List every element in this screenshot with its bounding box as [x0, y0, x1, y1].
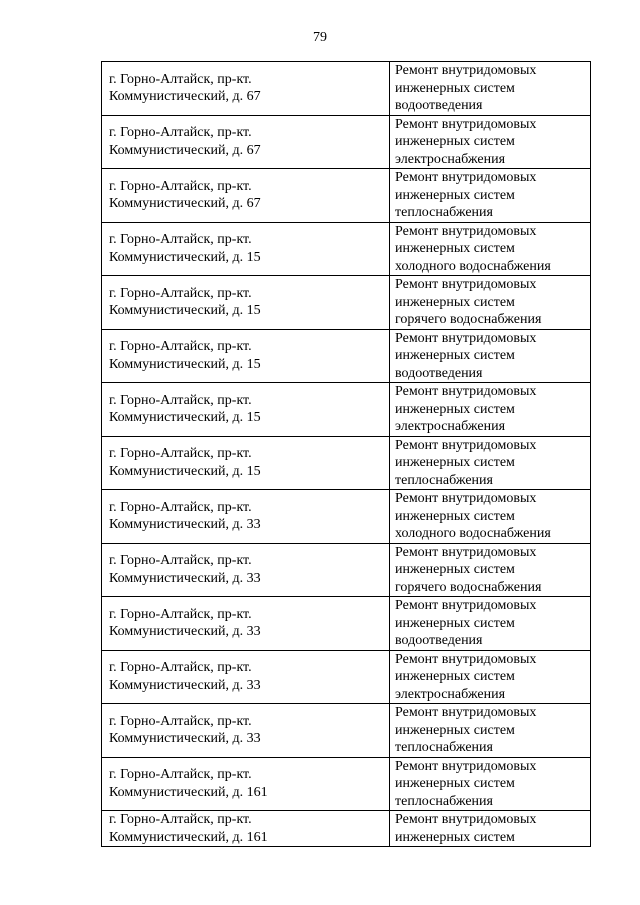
table-row: [102, 543, 591, 597]
table-row: [102, 757, 591, 811]
address-cell: [102, 329, 390, 383]
work-type-line: Ремонт внутридомовых: [395, 170, 537, 185]
address-cell: [102, 757, 390, 811]
address-line: Коммунистический, д. 33: [109, 517, 261, 533]
work-type-line: Ремонт внутридомовых: [395, 63, 537, 78]
address-line: Коммунистический, д. 33: [109, 677, 261, 693]
work-type-line: инженерных систем: [395, 294, 515, 310]
address-cell: [102, 222, 390, 276]
work-type-line: Ремонт внутридомовых: [395, 330, 537, 346]
address-line: г. Горно-Алтайск, пр-кт.: [109, 232, 252, 248]
address-line: г. Горно-Алтайск, пр-кт.: [109, 446, 252, 462]
work-type-line: инженерных систем: [395, 187, 515, 203]
work-type-line: инженерных систем: [395, 455, 515, 470]
address-line: Коммунистический, д. 161: [109, 829, 268, 845]
address-line: Коммунистический, д. 161: [109, 784, 268, 800]
table-row: [102, 383, 591, 437]
address-cell: [102, 543, 390, 597]
work-type-cell: [390, 811, 591, 847]
address-line: г. Горно-Алтайск, пр-кт.: [109, 713, 252, 729]
address-line: г. Горно-Алтайск, пр-кт.: [109, 660, 252, 676]
work-type-line: Ремонт внутридомовых: [395, 277, 537, 292]
address-line: г. Горно-Алтайск, пр-кт.: [109, 606, 252, 622]
work-type-line: инженерных систем: [395, 669, 515, 684]
work-type-line: инженерных систем: [395, 508, 515, 524]
work-type-line: Ремонт внутридомовых: [395, 384, 537, 399]
work-type-line: инженерных систем: [395, 241, 515, 256]
work-type-cell: [390, 757, 591, 811]
work-type-cell: [390, 115, 591, 169]
work-type-cell: [390, 597, 591, 651]
address-cell: [102, 811, 390, 847]
work-type-line: инженерных систем: [395, 829, 515, 845]
table-row: [102, 811, 591, 847]
table-row: [102, 490, 591, 544]
address-line: Коммунистический, д. 33: [109, 570, 261, 586]
table-row: [102, 169, 591, 223]
address-cell: [102, 650, 390, 704]
work-type-line: водоотведения: [395, 365, 483, 381]
table-row: [102, 329, 591, 383]
work-type-line: Ремонт внутридомовых: [395, 116, 537, 132]
work-type-cell: [390, 62, 591, 116]
table-row: [102, 222, 591, 276]
address-cell: [102, 436, 390, 490]
work-type-line: инженерных систем: [395, 134, 515, 149]
work-type-cell: [390, 383, 591, 437]
table-row: [102, 62, 591, 116]
address-line: г. Горно-Алтайск, пр-кт.: [109, 553, 252, 569]
work-type-line: электроснабжения: [395, 686, 506, 702]
address-cell: [102, 490, 390, 544]
address-cell: [102, 383, 390, 437]
work-type-line: электроснабжения: [395, 419, 506, 434]
work-type-cell: [390, 329, 591, 383]
address-line: Коммунистический, д. 15: [109, 356, 261, 372]
work-type-line: горячего водоснабжения: [395, 312, 542, 327]
table-row: [102, 650, 591, 704]
work-type-cell: [390, 650, 591, 704]
work-type-line: холодного водоснабжения: [395, 258, 551, 274]
address-cell: [102, 704, 390, 758]
work-type-line: инженерных систем: [395, 776, 515, 791]
work-type-line: инженерных систем: [395, 401, 515, 417]
address-line: Коммунистический, д. 15: [109, 463, 261, 479]
address-line: г. Горно-Алтайск, пр-кт.: [109, 285, 252, 301]
address-line: г. Горно-Алтайск, пр-кт.: [109, 767, 252, 783]
work-type-line: Ремонт внутридомовых: [395, 223, 537, 239]
work-type-line: Ремонт внутридомовых: [395, 705, 537, 720]
table-row: [102, 276, 591, 330]
work-type-cell: [390, 436, 591, 490]
work-type-line: теплоснабжения: [395, 205, 493, 220]
work-type-line: Ремонт внутридомовых: [395, 598, 537, 613]
address-cell: [102, 597, 390, 651]
table-row: [102, 115, 591, 169]
work-type-line: Ремонт внутридомовых: [395, 544, 537, 560]
address-line: г. Горно-Алтайск, пр-кт.: [109, 392, 252, 408]
address-line: г. Горно-Алтайск, пр-кт.: [109, 125, 252, 141]
table-row: [102, 704, 591, 758]
address-line: г. Горно-Алтайск, пр-кт.: [109, 71, 252, 87]
work-type-cell: [390, 169, 591, 223]
address-cell: [102, 276, 390, 330]
work-type-line: инженерных систем: [395, 562, 515, 577]
table-row: [102, 597, 591, 651]
work-type-line: теплоснабжения: [395, 472, 493, 488]
work-type-line: Ремонт внутридомовых: [395, 437, 537, 453]
address-cell: [102, 169, 390, 223]
work-type-cell: [390, 543, 591, 597]
address-line: Коммунистический, д. 33: [109, 731, 261, 747]
work-type-line: инженерных систем: [395, 722, 515, 738]
work-type-line: водоотведения: [395, 633, 483, 648]
work-type-line: водоотведения: [395, 98, 483, 113]
address-line: Коммунистический, д. 67: [109, 142, 261, 158]
work-type-cell: [390, 222, 591, 276]
address-line: г. Горно-Алтайск, пр-кт.: [109, 178, 252, 194]
work-type-cell: [390, 704, 591, 758]
table-row: [102, 436, 591, 490]
address-line: г. Горно-Алтайск, пр-кт.: [109, 339, 252, 355]
work-type-line: инженерных систем: [395, 615, 515, 631]
work-type-line: Ремонт внутридомовых: [395, 491, 537, 506]
address-line: Коммунистический, д. 15: [109, 303, 261, 319]
address-line: Коммунистический, д. 67: [109, 196, 261, 212]
address-line: Коммунистический, д. 15: [109, 410, 261, 426]
page-number: 79: [313, 30, 327, 45]
works-table: [101, 61, 591, 847]
work-type-cell: [390, 276, 591, 330]
work-type-line: инженерных систем: [395, 80, 515, 96]
address-line: г. Горно-Алтайск, пр-кт.: [109, 499, 252, 515]
address-line: Коммунистический, д. 67: [109, 89, 261, 105]
address-cell: [102, 115, 390, 169]
address-cell: [102, 62, 390, 116]
address-line: Коммунистический, д. 15: [109, 249, 261, 265]
address-line: Коммунистический, д. 33: [109, 624, 261, 640]
work-type-cell: [390, 490, 591, 544]
work-type-line: Ремонт внутридомовых: [395, 758, 537, 774]
address-line: г. Горно-Алтайск, пр-кт.: [109, 812, 252, 827]
work-type-line: теплоснабжения: [395, 793, 493, 809]
work-type-line: холодного водоснабжения: [395, 526, 551, 541]
work-type-line: теплоснабжения: [395, 740, 493, 755]
work-type-line: горячего водоснабжения: [395, 579, 542, 595]
work-type-line: Ремонт внутридомовых: [395, 651, 537, 667]
work-type-line: электроснабжения: [395, 151, 506, 167]
work-type-line: инженерных систем: [395, 348, 515, 363]
works-table-body: [102, 62, 591, 847]
work-type-line: Ремонт внутридомовых: [395, 812, 537, 827]
